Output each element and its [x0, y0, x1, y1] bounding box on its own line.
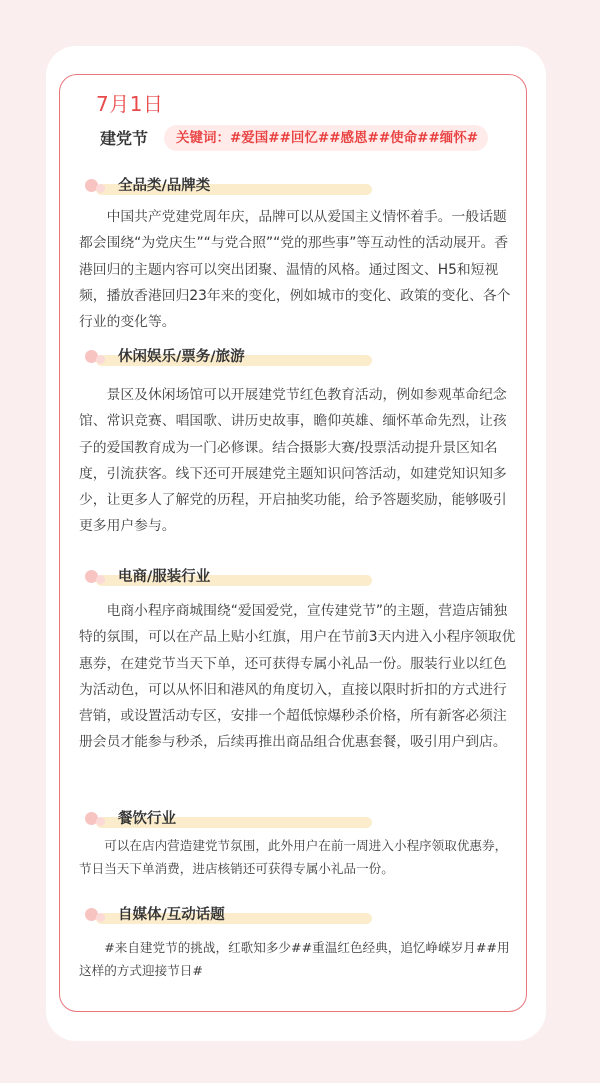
section-heading-catering [84, 808, 374, 830]
section-title: 自媒体/互动话题 [118, 907, 225, 923]
section-body: 景区及休闲场馆可以开展建党节红色教育活动，例如参观革命纪念馆、常识竞赛、唱国歌、讲历史故事，瞻仰英雄、缅怀革命先烈，让孩子的爱国教育成为一门必修课。结合摄影大赛/投票活动提升景区知名度，引流获客。线下还可开展建党主题知识问答活动，如建党知识知多少，让更多人了解党的历程，开启抽奖功能，给予答题奖励，能够吸引更多用户参与。 [79, 387, 507, 535]
section-body: 电商小程序商城围绕“爱国爱党，宣传建党节”的主题，营造店铺独特的氛围，可以在产品上贴小红旗，用户在节前3天内进入小程序领取优惠券，在建党节当天下单，还可获得专属小礼品一份。服装行业以红色为活动色，可以从怀旧和港风的角度切入，直接以限时折扣的方式进行营销，或设置活动专区，安排一个超低惊爆秒杀价格，所有新客必须注册会员才能参与秒杀，后续再推出商品组合优惠套餐，吸引用户到店。 [79, 603, 516, 751]
keywords-badge: 关键词：#爱国##回忆##感恩##使命##缅怀# [164, 125, 488, 151]
heading-dot-icon [96, 184, 105, 193]
section-title: 全品类/品牌类 [118, 178, 211, 194]
holiday-name: 建党节 [100, 129, 149, 148]
heading-dot-icon [96, 355, 105, 364]
section-heading-we-media [84, 904, 374, 926]
holiday-date: 7月1日 [96, 92, 164, 116]
section-title: 餐饮行业 [118, 811, 176, 827]
heading-dot-icon [96, 913, 105, 922]
section-body: #来自建党节的挑战，红歌知多少##重温红色经典，追忆峥嵘岁月##用这样的方式迎接节日# [79, 940, 510, 978]
section-heading-leisure [84, 346, 374, 368]
section-heading-all-categories [84, 175, 374, 197]
section-body: 中国共产党建党周年庆，品牌可以从爱国主义情怀着手。一般话题都会围绕“为党庆生”“与党合照”“党的那些事”等互动性的活动展开。香港回归的主题内容可以突出团聚、温情的风格。通过图文、H5和短视频，播放香港回归23年来的变化，例如城市的变化、政策的变化、各个行业的变化等。 [79, 209, 511, 331]
section-title: 电商/服装行业 [118, 569, 211, 585]
section-title: 休闲娱乐/票务/旅游 [118, 349, 245, 365]
heading-dot-icon [96, 817, 105, 826]
section-heading-ecommerce [84, 566, 374, 588]
section-body: 可以在店内营造建党节氛围，此外用户在前一周进入小程序领取优惠券，节日当天下单消费，进店核销还可获得专属小礼品一份。 [79, 838, 508, 876]
heading-dot-icon [96, 575, 105, 584]
